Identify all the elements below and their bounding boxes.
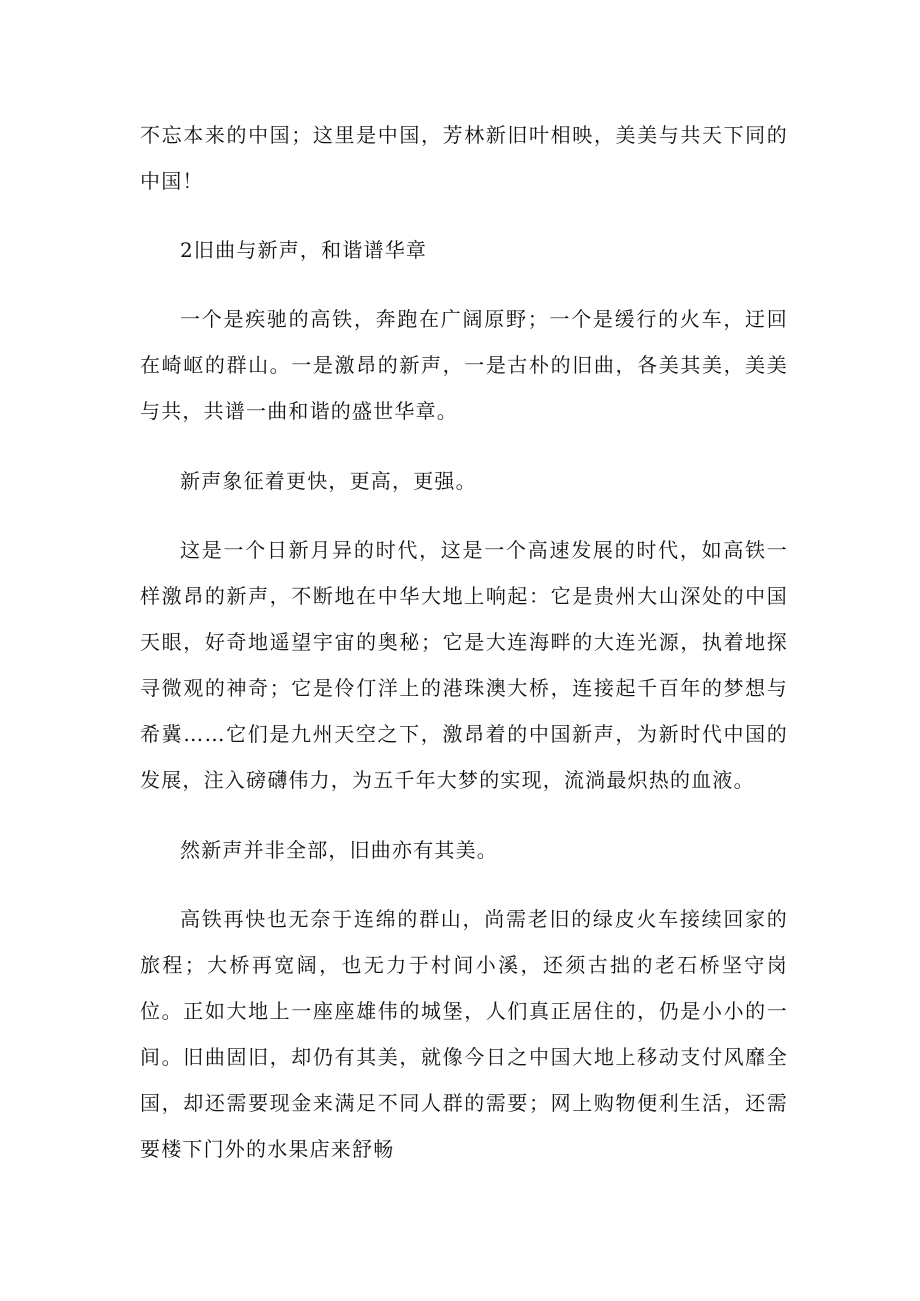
paragraph-continuation: 不忘本来的中国；这里是中国，芳林新旧叶相映，美美与共天下同的中国！ — [140, 123, 788, 193]
paragraph: 新声象征着更快，更高，更强。 — [180, 469, 477, 493]
paragraph: 一个是疾驰的高铁，奔跑在广阔原野；一个是缓行的火车，迂回在崎岖的群山。一是激昂的新声，一是古朴的旧曲，各美其美，美美与共，共谱一曲和谐的盛世华章。 — [140, 307, 788, 423]
section-heading: 2旧曲与新声，和谐谱华章 — [180, 238, 428, 262]
paragraph: 然新声并非全部，旧曲亦有其美。 — [180, 838, 498, 862]
paragraph: 这是一个日新月异的时代，这是一个高速发展的时代，如高铁一样激昂的新声，不断地在中华大地上响起：它是贵州大山深处的中国天眼，好奇地遥望宇宙的奥秘；它是大连海畔的大连光源，执着地探寻微观的神奇；它是伶仃洋上的港珠澳大桥，连接起千百年的梦想与希冀……它们是九州天空之下，激昂着的中国新声，为新时代中国的发展，注入磅礴伟力，为五千年大梦的实现，流淌最炽热的血液。 — [140, 538, 788, 792]
paragraph: 高铁再快也无奈于连绵的群山，尚需老旧的绿皮火车接续回家的旅程；大桥再宽阔，也无力于村间小溪，还须古拙的老石桥坚守岗位。正如大地上一座座雄伟的城堡，人们真正居住的，仍是小小的一间。旧曲固旧，却仍有其美，就像今日之中国大地上移动支付风靡全国，却还需要现金来满足不同人群的需要；网上购物便利生活，还需要楼下门外的水果店来舒畅 — [140, 907, 788, 1161]
